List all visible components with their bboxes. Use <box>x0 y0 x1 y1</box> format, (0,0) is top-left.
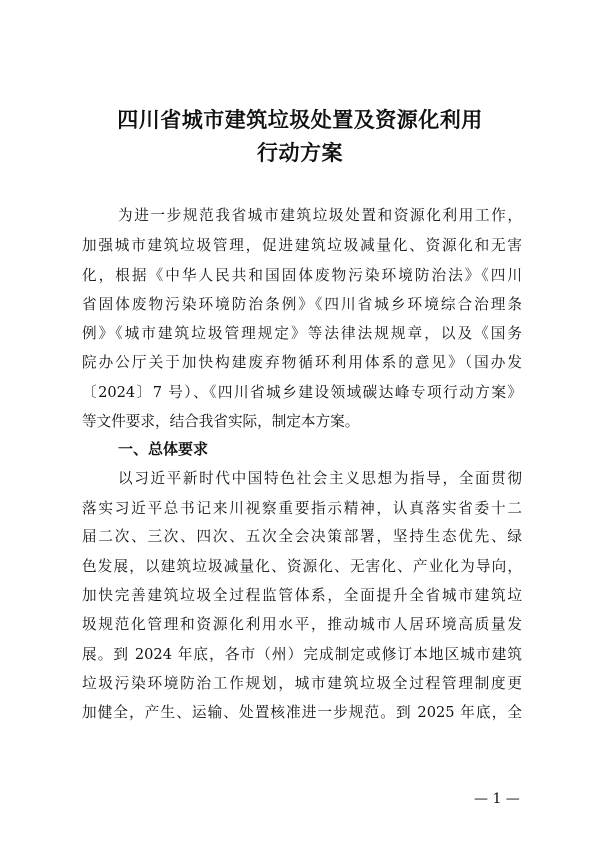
paragraph-line: 圾规范化管理和资源化利用水平，推动城市人居环境高质量发 <box>82 616 522 633</box>
paragraph-line: 加快完善建筑垃圾全过程监管体系，全面提升全省城市建筑垃 <box>82 587 522 604</box>
paragraph-line: 加强城市建筑垃圾管理，促进建筑垃圾减量化、资源化和无害 <box>82 237 522 254</box>
paragraph-line: 加健全，产生、运输、处置核准进一步规范。到 2025 年底，全 <box>82 704 522 721</box>
paragraph-line: 落实习近平总书记来川视察重要指示精神，认真落实省委十二 <box>82 500 522 517</box>
page-number: — 1 — <box>474 791 520 807</box>
paragraph-line: 以习近平新时代中国特色社会主义思想为指导，全面贯彻 <box>118 470 522 487</box>
paragraph-line: 垃圾污染环境防治工作规划，城市建筑垃圾全过程管理制度更 <box>82 675 522 692</box>
section-heading-general-requirements: 一、总体要求 <box>118 440 209 458</box>
paragraph-line: 〔2024〕7 号）、《四川省城乡建设领域碳达峰专项行动方案》 <box>82 384 522 401</box>
paragraph-line: 院办公厅关于加快构建废弃物循环利用体系的意见》（国办发 <box>82 354 522 371</box>
paragraph-line: 例》《城市建筑垃圾管理规定》等法律法规规章，以及《国务 <box>82 325 522 342</box>
document-title-line-1: 四川省城市建筑垃圾处置及资源化利用 <box>117 108 483 132</box>
paragraph-line: 届二次、三次、四次、五次全会决策部署，坚持生态优先、绿 <box>82 528 522 545</box>
paragraph-line: 展。到 2024 年底，各市（州）完成制定或修订本地区城市建筑 <box>82 646 522 663</box>
document-title-line-2: 行动方案 <box>257 141 343 165</box>
paragraph-line: 色发展，以建筑垃圾减量化、资源化、无害化、产业化为导向， <box>82 558 522 575</box>
paragraph-line: 化，根据《中华人民共和国固体废物污染环境防治法》《四川 <box>82 267 522 284</box>
paragraph-line: 为进一步规范我省城市建筑垃圾处置和资源化利用工作， <box>118 207 522 224</box>
paragraph-line: 等文件要求，结合我省实际，制定本方案。 <box>82 413 360 430</box>
paragraph-line: 省固体废物污染环境防治条例》《四川省城乡环境综合治理条 <box>82 296 522 313</box>
